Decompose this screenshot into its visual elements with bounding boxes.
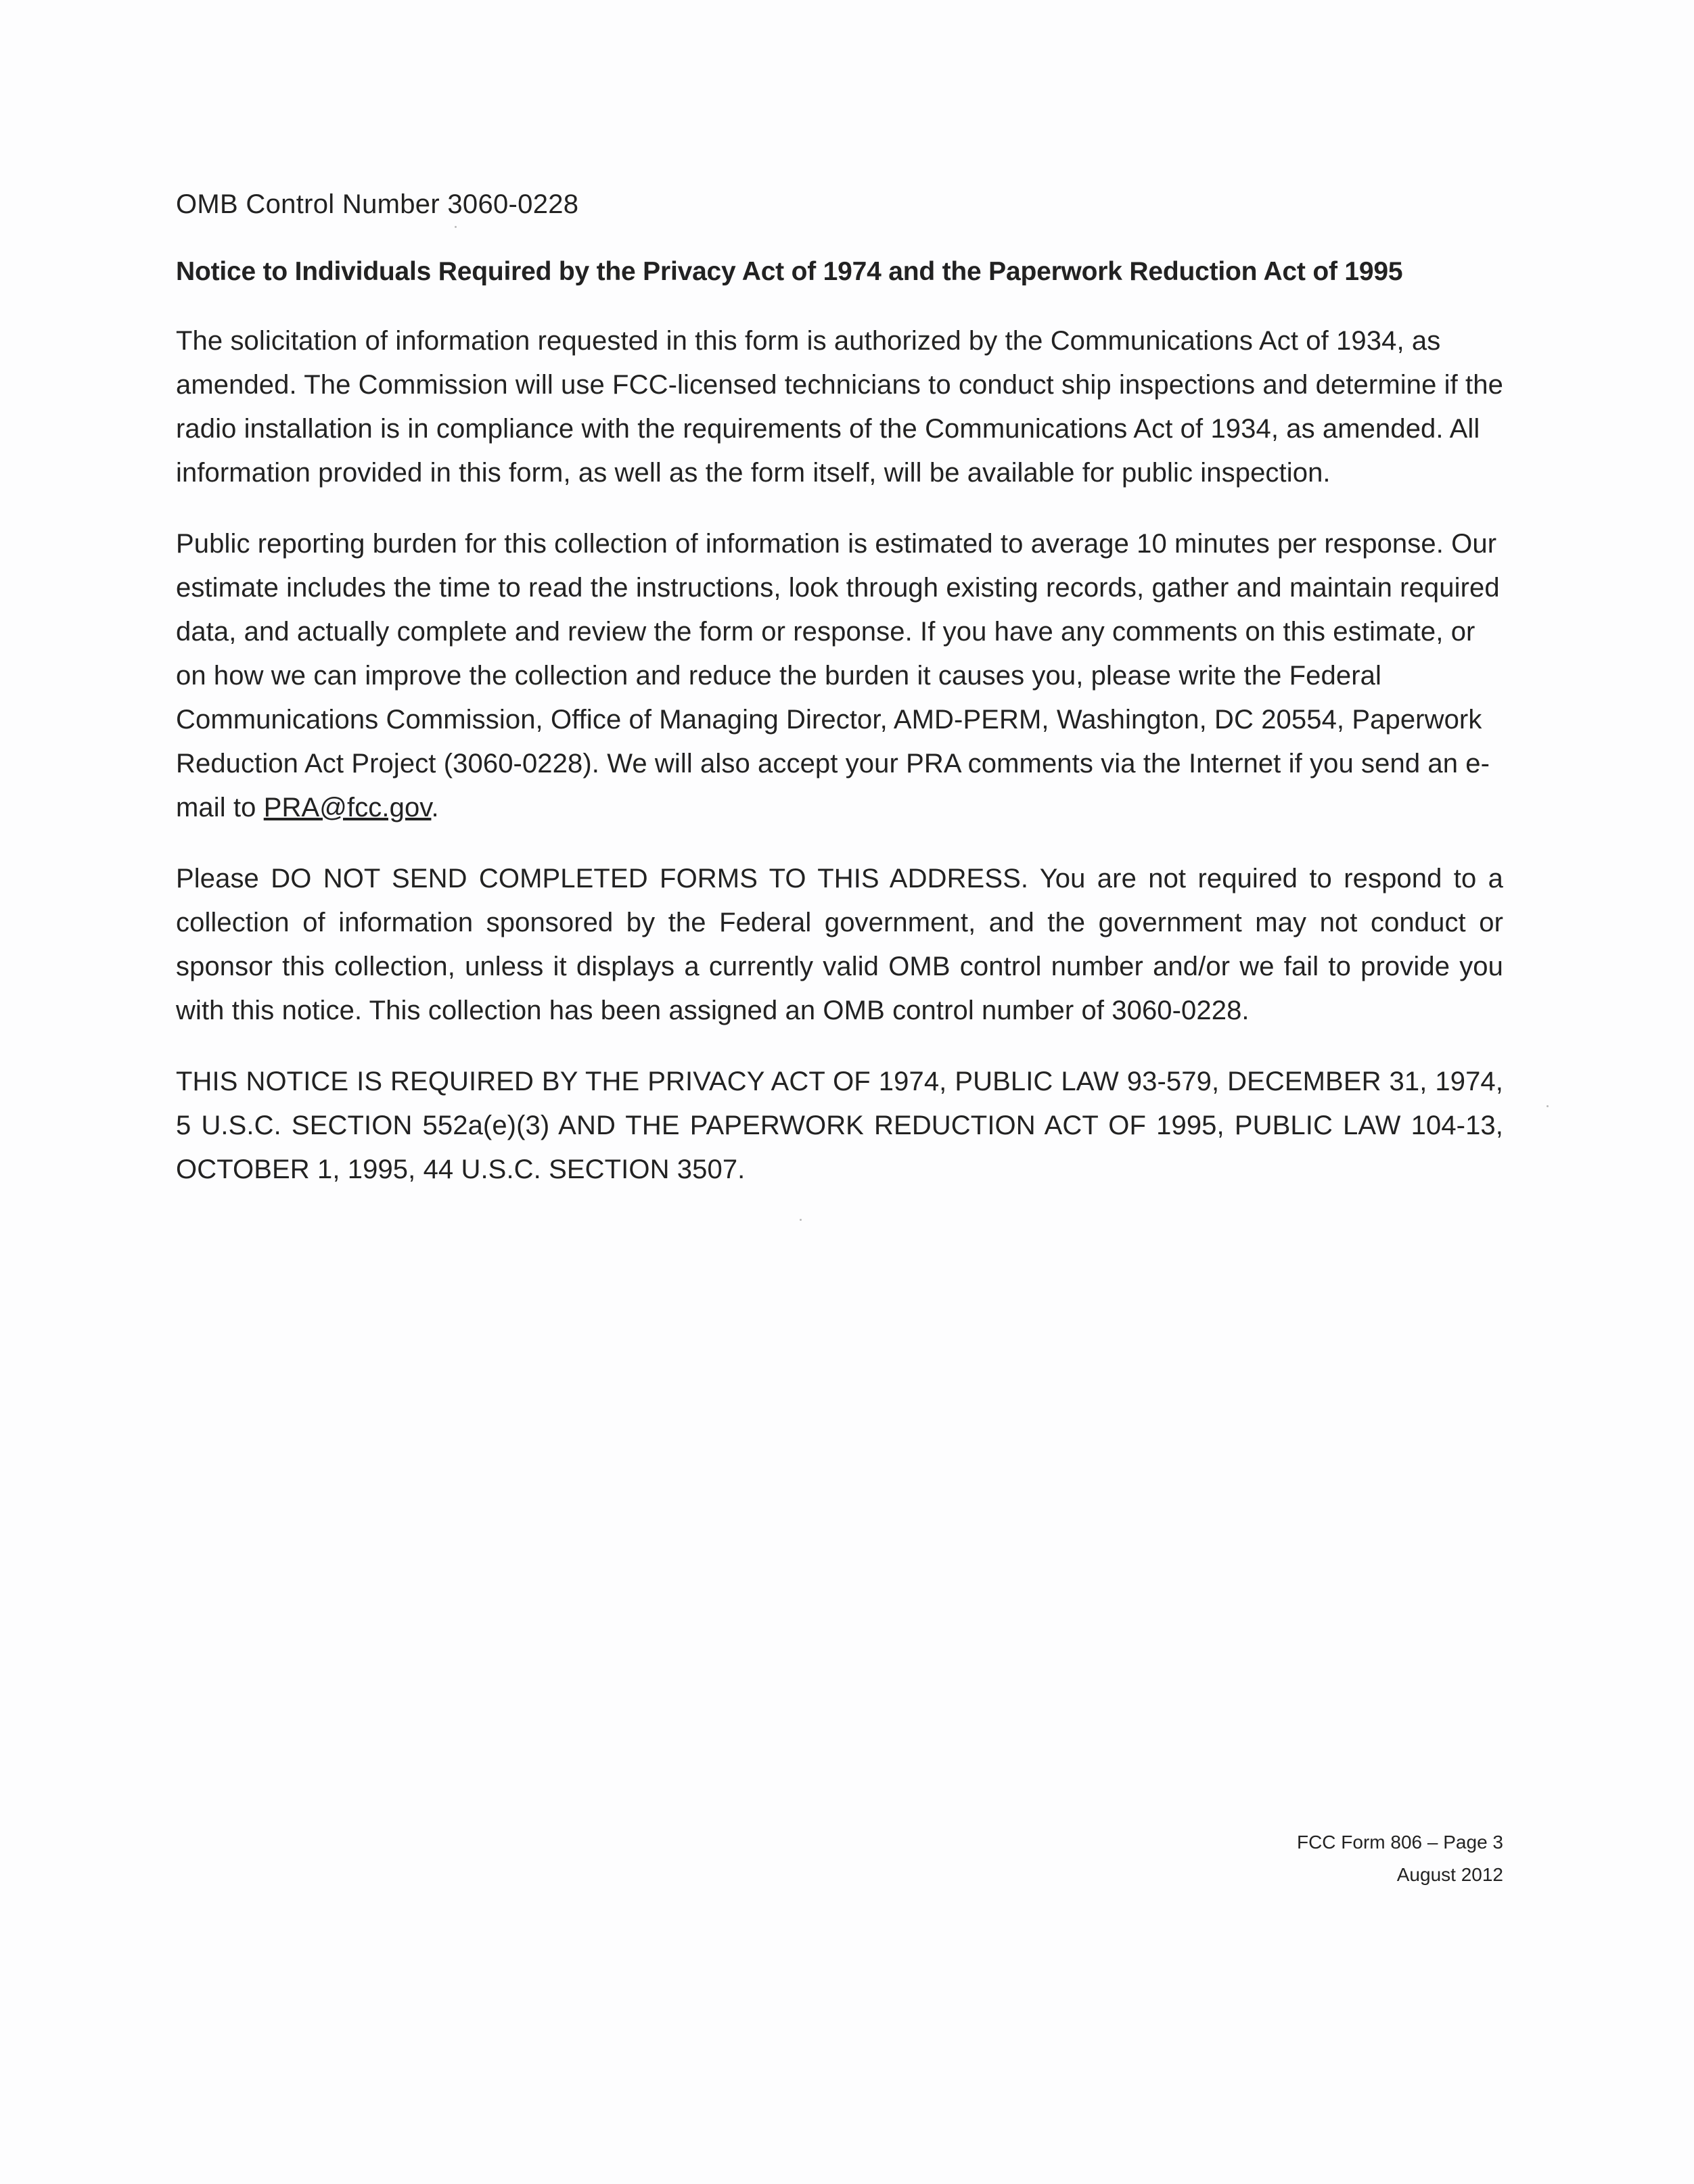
pra-email-link[interactable]: PRA@fcc.gov — [263, 793, 432, 822]
burden-paragraph-end: . — [431, 793, 439, 822]
form-page-label: FCC Form 806 – Page 3 — [1296, 1832, 1503, 1853]
do-not-send-paragraph: Please DO NOT SEND COMPLETED FORMS TO THIS ADDRESS. You are not required to respond to a collection of information sponsored by the Federal government, and the government may not conduct or sponsor this collection, unless it displays a currently valid OMB control number and/or we fail to provide you with this notice. This collection has been assigned an OMB control number of 3060-0228. — [176, 864, 1503, 1025]
page-footer — [1297, 1826, 1503, 1891]
notice-title: Notice to Individuals Required by the Privacy Act of 1974 and the Paperwork Reduction Act of 1995 — [176, 257, 1403, 286]
authority-paragraph: The solicitation of information requested in this form is authorized by the Communications Act of 1934, as amended. The Commission will use FCC-licensed technicians to conduct ship inspections and determine if the radio installation is in compliance with the requirements of the Communications Act of 1934, as amended. All information provided in this form, as well as the form itself, will be available for public inspection. — [176, 326, 1503, 488]
scan-speck — [800, 1219, 802, 1221]
form-date: August 2012 — [1396, 1864, 1503, 1885]
scan-speck — [455, 226, 457, 228]
burden-paragraph-text: Public reporting burden for this collection of information is estimated to average 10 minutes per response. Our estimate includes the time to read the instructions, look through existing records, gather and maintain required data, and actually complete and review the form or response. If you have any comments on this estimate, or on how we can improve the collection and reduce the burden it causes you, please write the Federal Communications Commission, Office of Managing Director, AMD-PERM, Washington, DC 20554, Paperwork Reduction Act Project (3060-0228). We will also accept your PRA comments via the Internet if you send an e-mail to — [176, 529, 1500, 822]
scan-speck — [1547, 1105, 1549, 1107]
legal-notice-paragraph: THIS NOTICE IS REQUIRED BY THE PRIVACY ACT OF 1974, PUBLIC LAW 93-579, DECEMBER 31, 1974, 5 U.S.C. SECTION 552a(e)(3) AND THE PAPERWORK REDUCTION ACT OF 1995, PUBLIC LAW 104-13, OCTOBER 1, 1995, 44 U.S.C. SECTION 3507. — [176, 1067, 1503, 1184]
document-body — [176, 183, 1503, 1219]
omb-control-number: OMB Control Number 3060-0228 — [176, 189, 579, 219]
burden-paragraph — [176, 522, 1503, 830]
